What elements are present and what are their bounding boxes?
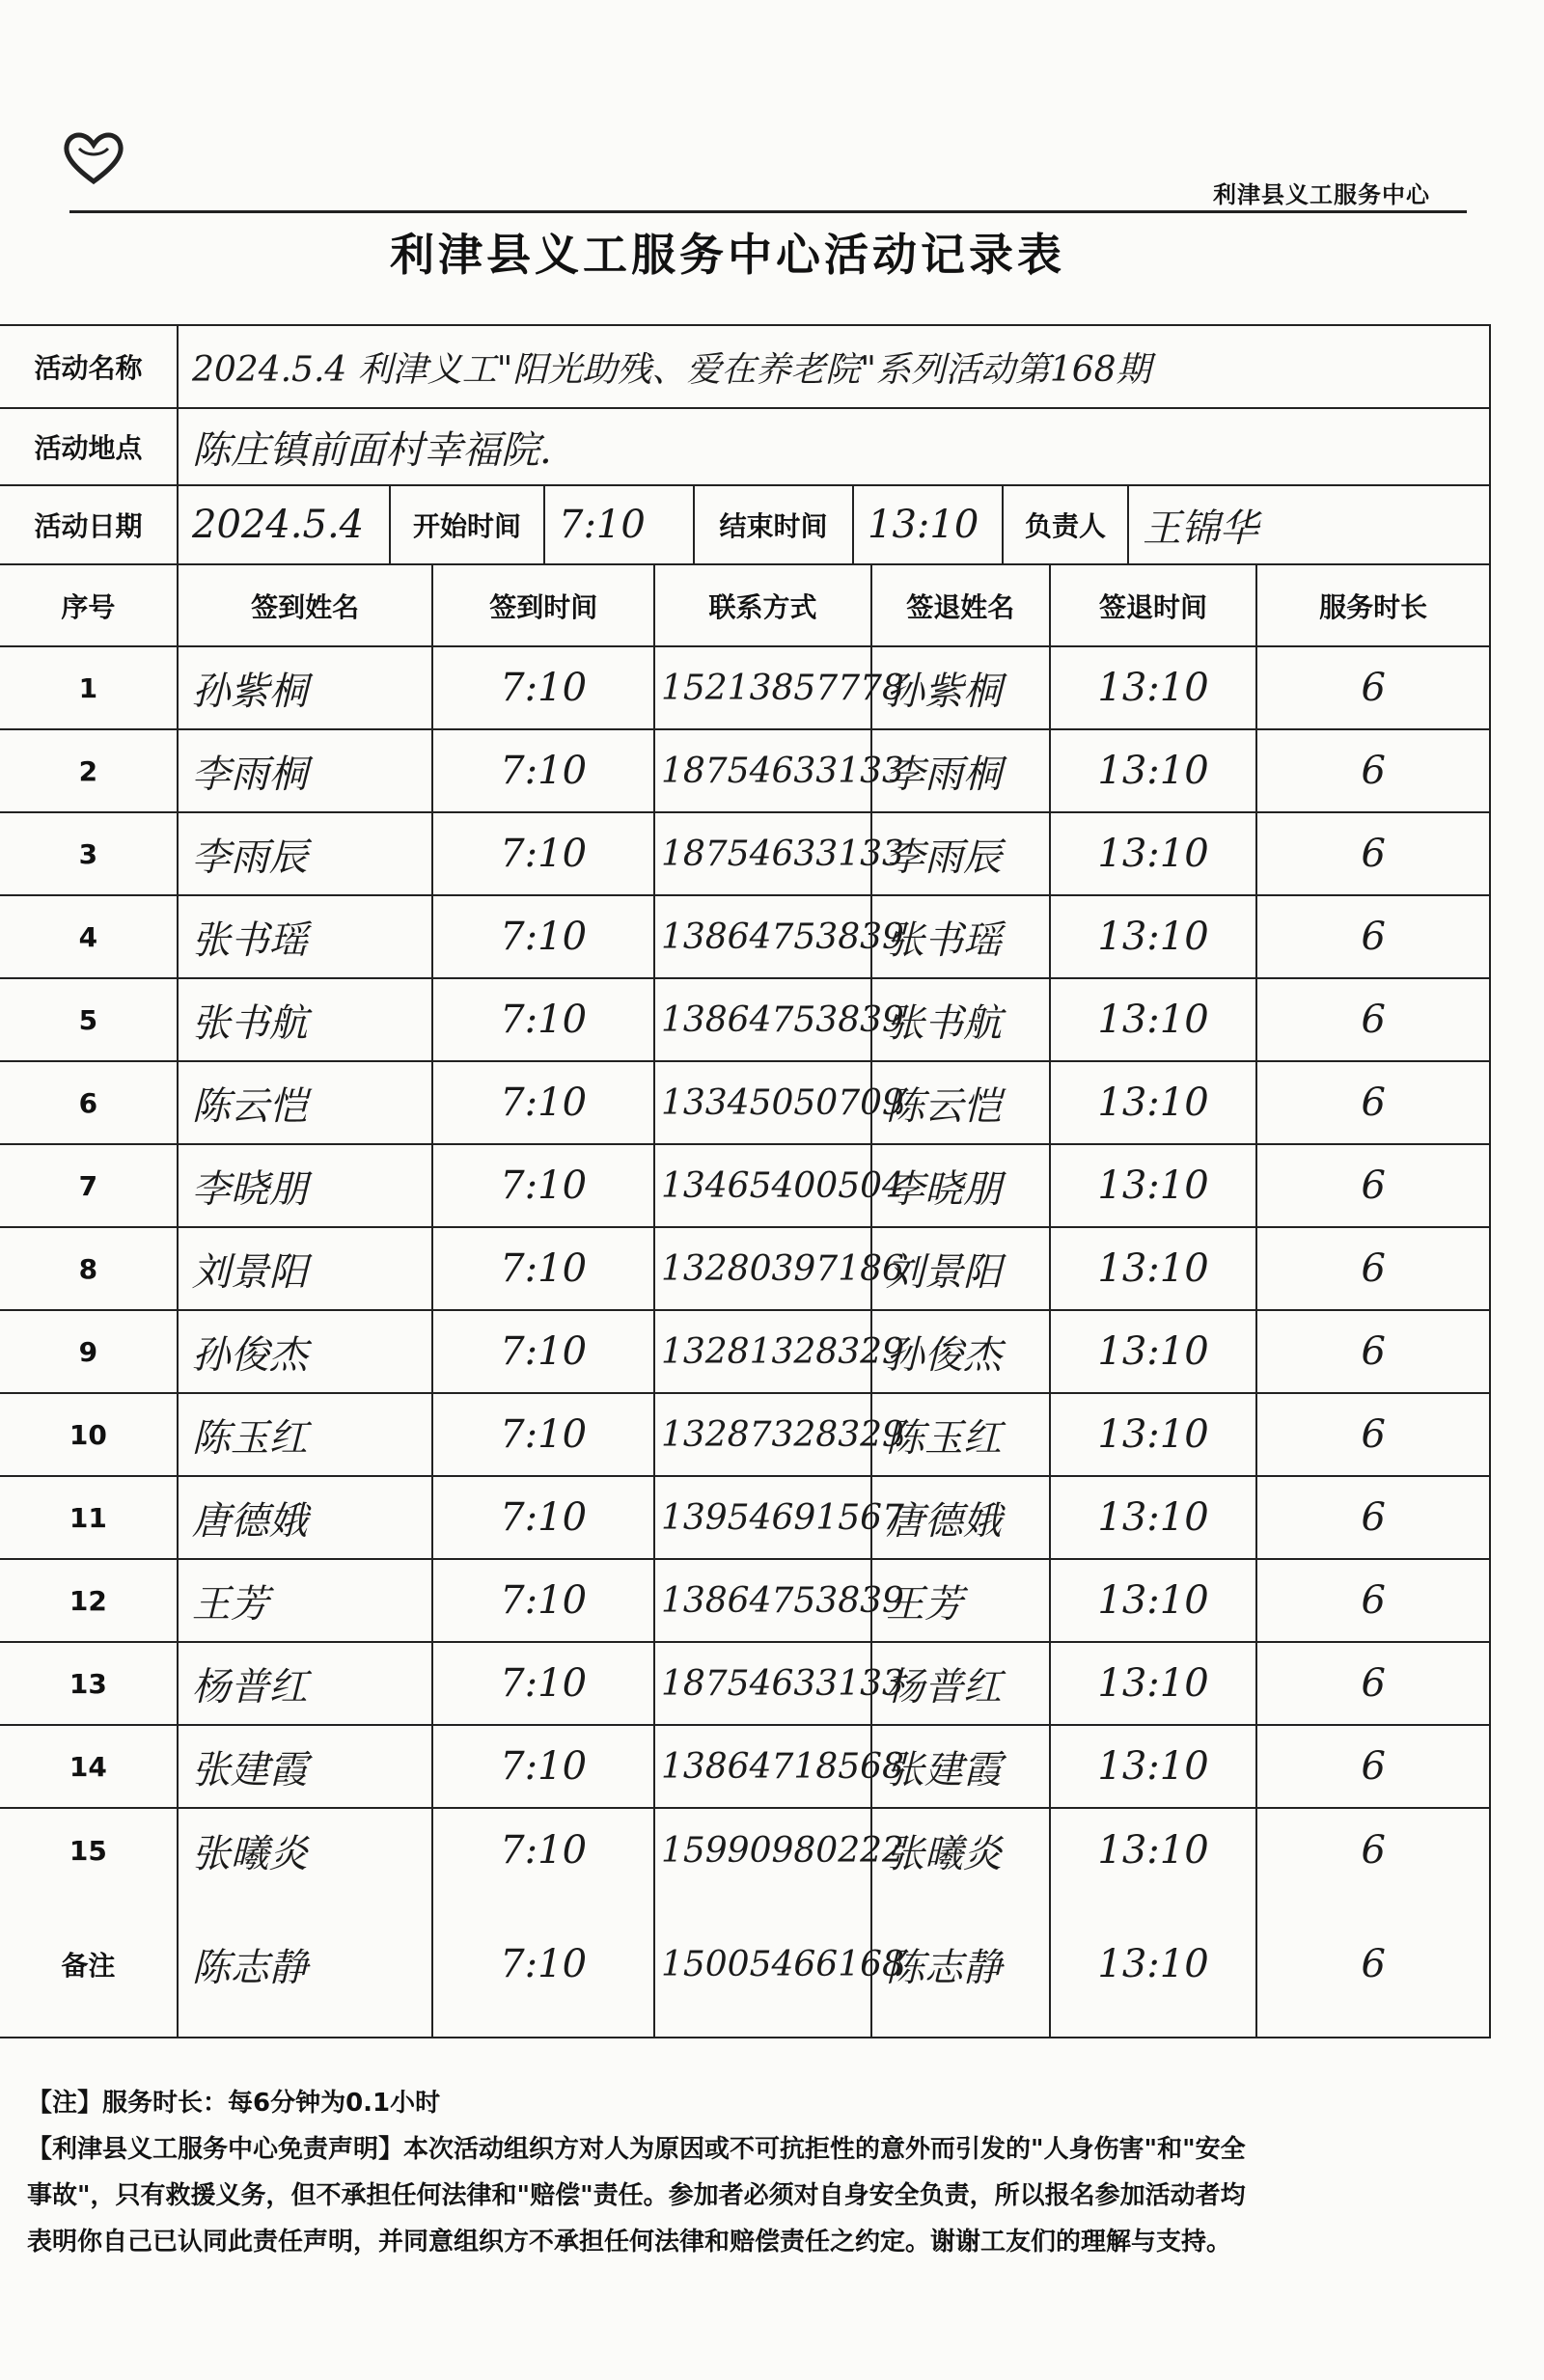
table-body (0, 647, 1489, 1892)
row-signin-name[interactable]: 孙紫桐 (179, 647, 434, 728)
header-rule (69, 210, 1467, 213)
service-hours-note: 【注】服务时长：每6分钟为0.1小时 (27, 2089, 441, 2118)
heart-logo-icon (60, 123, 127, 191)
row-index: 1 (0, 647, 179, 728)
row-signout-time[interactable]: 13:10 (1051, 979, 1258, 1060)
activity-name-value[interactable]: 2024.5.4 利津义工"阳光助残、爱在养老院"系列活动第168期 (192, 349, 1151, 390)
row-service-hours[interactable]: 6 (1361, 1828, 1386, 1873)
row-signout-name[interactable]: 陈玉红 (872, 1394, 1051, 1475)
table-row (0, 1394, 1489, 1477)
row-signout-time[interactable]: 13:10 (1051, 730, 1258, 811)
row-signout-time[interactable]: 13:10 (1051, 1394, 1258, 1475)
table-header-row (0, 565, 1489, 647)
row-signin-name[interactable]: 张书瑶 (179, 896, 434, 977)
row-signout-name[interactable]: 杨普红 (872, 1643, 1051, 1724)
disclaimer-line-3: 表明你自己已认同此责任声明，并同意组织方不承担任何法律和赔偿责任之约定。谢谢工友们的理解与支持。 (27, 2228, 1232, 2257)
row-service-hours[interactable]: 6 (1361, 1744, 1386, 1789)
row-index: 6 (0, 1062, 179, 1143)
row-signin-name[interactable]: 孙俊杰 (179, 1311, 434, 1392)
activity-date-row (0, 486, 1489, 565)
row-service-hours[interactable]: 6 (1361, 1329, 1386, 1374)
row-contact[interactable]: 13864753839 (655, 896, 872, 977)
row-signout-time[interactable]: 13:10 (1051, 1726, 1258, 1807)
table-row (0, 730, 1489, 813)
table-row (0, 1062, 1489, 1145)
disclaimer-line-1: 【利津县义工服务中心免责声明】本次活动组织方对人为原因或不可抗拒性的意外而引发的"人身伤害"和"安全 (27, 2135, 1246, 2164)
row-index: 9 (0, 1311, 179, 1392)
table-row (0, 1560, 1489, 1643)
row-signout-time[interactable]: 13:10 (1051, 1560, 1258, 1641)
remark-row (0, 1892, 1489, 2037)
row-signin-time[interactable]: 7:10 (433, 896, 655, 977)
row-signin-name[interactable]: 张建霞 (179, 1726, 434, 1807)
row-signin-name[interactable]: 陈云恺 (179, 1062, 434, 1143)
col-header-signout-name: 签退姓名 (872, 565, 1051, 645)
row-signin-time[interactable]: 7:10 (433, 1228, 655, 1309)
row-signin-time[interactable]: 7:10 (433, 1145, 655, 1226)
table-row (0, 1477, 1489, 1560)
row-contact[interactable]: 18754633133 (655, 813, 872, 894)
row-contact[interactable]: 13864753839 (655, 979, 872, 1060)
row-contact[interactable]: 13281328329 (655, 1311, 872, 1392)
row-signin-name[interactable]: 李雨辰 (179, 813, 434, 894)
remark-service-hours[interactable]: 6 (1361, 1942, 1386, 1986)
row-contact[interactable]: 13280397186 (655, 1228, 872, 1309)
row-signout-name[interactable]: 王芳 (872, 1560, 1051, 1641)
remark-label: 备注 (0, 1892, 179, 2037)
row-index: 5 (0, 979, 179, 1060)
row-contact[interactable]: 18754633133 (655, 730, 872, 811)
row-signout-name[interactable]: 李雨辰 (872, 813, 1051, 894)
row-signin-time[interactable]: 7:10 (433, 1477, 655, 1558)
row-contact[interactable]: 13287328329 (655, 1394, 872, 1475)
row-contact[interactable]: 13864753839 (655, 1560, 872, 1641)
activity-place-value[interactable]: 陈庄镇前面村幸福院. (192, 427, 552, 473)
leader-value[interactable]: 王锦华 (1143, 506, 1258, 551)
row-service-hours[interactable]: 6 (1361, 1246, 1386, 1291)
col-header-index: 序号 (0, 565, 179, 645)
col-header-service-hours: 服务时长 (1319, 590, 1428, 623)
table-row (0, 647, 1489, 730)
row-signin-name[interactable]: 王芳 (179, 1560, 434, 1641)
row-signin-time[interactable]: 7:10 (433, 1643, 655, 1724)
activity-place-row (0, 409, 1489, 486)
col-header-contact: 联系方式 (655, 565, 872, 645)
row-signout-name[interactable]: 刘景阳 (872, 1228, 1051, 1309)
activity-date-value[interactable]: 2024.5.4 (179, 486, 391, 563)
row-index: 3 (0, 813, 179, 894)
row-signin-name[interactable]: 李雨桐 (179, 730, 434, 811)
activity-place-label: 活动地点 (0, 409, 179, 484)
remark-signout-name[interactable]: 陈志静 (872, 1892, 1051, 2037)
row-index: 13 (0, 1643, 179, 1724)
remark-contact[interactable]: 15005466168 (655, 1892, 872, 2037)
start-time-label: 开始时间 (391, 486, 545, 563)
row-signin-time[interactable]: 7:10 (433, 1809, 655, 1892)
row-contact[interactable]: 13864718568 (655, 1726, 872, 1807)
row-service-hours[interactable]: 6 (1361, 832, 1386, 876)
row-service-hours[interactable]: 6 (1361, 1578, 1386, 1623)
row-signout-time[interactable]: 13:10 (1051, 896, 1258, 977)
table-row (0, 1643, 1489, 1726)
row-signout-time[interactable]: 13:10 (1051, 647, 1258, 728)
row-index: 11 (0, 1477, 179, 1558)
row-signout-name[interactable]: 孙紫桐 (872, 647, 1051, 728)
row-index: 15 (0, 1809, 179, 1892)
table-row (0, 1809, 1489, 1892)
col-header-signin-name: 签到姓名 (179, 565, 434, 645)
end-time-value[interactable]: 13:10 (854, 486, 1004, 563)
row-contact[interactable]: 18754633133 (655, 1643, 872, 1724)
table-row (0, 979, 1489, 1062)
row-signout-time[interactable]: 13:10 (1051, 1311, 1258, 1392)
row-service-hours[interactable]: 6 (1361, 915, 1386, 959)
row-signout-time[interactable]: 13:10 (1051, 1809, 1258, 1892)
row-signin-name[interactable]: 杨普红 (179, 1643, 434, 1724)
row-signin-time[interactable]: 7:10 (433, 1560, 655, 1641)
table-row (0, 1228, 1489, 1311)
row-signin-time[interactable]: 7:10 (433, 813, 655, 894)
row-signout-name[interactable]: 唐德娥 (872, 1477, 1051, 1558)
row-service-hours[interactable]: 6 (1361, 1163, 1386, 1208)
table-row (0, 1311, 1489, 1394)
row-signout-time[interactable]: 13:10 (1051, 1228, 1258, 1309)
end-time-label: 结束时间 (695, 486, 854, 563)
row-signin-name[interactable]: 张曦炎 (179, 1809, 434, 1892)
row-signout-time[interactable]: 13:10 (1051, 1643, 1258, 1724)
table-row (0, 1145, 1489, 1228)
row-signin-name[interactable]: 张书航 (179, 979, 434, 1060)
row-index: 7 (0, 1145, 179, 1226)
row-index: 14 (0, 1726, 179, 1807)
row-index: 2 (0, 730, 179, 811)
row-contact[interactable]: 15213857778 (655, 647, 872, 728)
row-contact[interactable]: 13465400504 (655, 1145, 872, 1226)
row-signin-time[interactable]: 7:10 (433, 1394, 655, 1475)
row-signin-name[interactable]: 陈玉红 (179, 1394, 434, 1475)
col-header-signin-time: 签到时间 (433, 565, 655, 645)
remark-signin-name[interactable]: 陈志静 (179, 1892, 434, 2037)
row-signin-time[interactable]: 7:10 (433, 1726, 655, 1807)
remark-signout-time[interactable]: 13:10 (1051, 1892, 1258, 2037)
row-contact[interactable]: 15990980222 (655, 1809, 872, 1892)
row-signin-name[interactable]: 唐德娥 (179, 1477, 434, 1558)
row-service-hours[interactable]: 6 (1361, 1495, 1386, 1540)
row-contact[interactable]: 13954691567 (655, 1477, 872, 1558)
remark-signin-time[interactable]: 7:10 (433, 1892, 655, 2037)
row-service-hours[interactable]: 6 (1361, 1081, 1386, 1125)
row-signout-time[interactable]: 13:10 (1051, 813, 1258, 894)
page-title: 利津县义工服务中心活动记录表 (390, 229, 1065, 281)
row-signout-name[interactable]: 张曦炎 (872, 1809, 1051, 1892)
row-service-hours[interactable]: 6 (1361, 1661, 1386, 1706)
row-contact[interactable]: 13345050709 (655, 1062, 872, 1143)
activity-record-form (0, 324, 1491, 2038)
row-signin-time[interactable]: 7:10 (433, 1311, 655, 1392)
leader-label: 负责人 (1004, 486, 1129, 563)
row-signout-name[interactable]: 陈云恺 (872, 1062, 1051, 1143)
col-header-signout-time: 签退时间 (1051, 565, 1258, 645)
row-signout-name[interactable]: 孙俊杰 (872, 1311, 1051, 1392)
row-signout-time[interactable]: 13:10 (1051, 1145, 1258, 1226)
row-signin-name[interactable]: 刘景阳 (179, 1228, 434, 1309)
table-row (0, 813, 1489, 896)
header-organization: 利津县义工服务中心 (1213, 181, 1430, 208)
disclaimer-line-2: 事故"，只有救援义务，但不承担任何法律和"赔偿"责任。参加者必须对自身安全负责，所以报名参加活动者均 (27, 2181, 1246, 2210)
row-service-hours[interactable]: 6 (1361, 666, 1386, 710)
row-signout-name[interactable]: 张建霞 (872, 1726, 1051, 1807)
start-time-value[interactable]: 7:10 (545, 486, 695, 563)
row-index: 8 (0, 1228, 179, 1309)
activity-name-row (0, 326, 1489, 409)
row-signin-time[interactable]: 7:10 (433, 979, 655, 1060)
row-signout-name[interactable]: 张书瑶 (872, 896, 1051, 977)
row-index: 4 (0, 896, 179, 977)
row-signout-time[interactable]: 13:10 (1051, 1477, 1258, 1558)
row-index: 12 (0, 1560, 179, 1641)
row-signin-time[interactable]: 7:10 (433, 647, 655, 728)
row-service-hours[interactable]: 6 (1361, 1412, 1386, 1457)
row-signout-name[interactable]: 李雨桐 (872, 730, 1051, 811)
row-signout-name[interactable]: 张书航 (872, 979, 1051, 1060)
table-row (0, 1726, 1489, 1809)
row-signin-time[interactable]: 7:10 (433, 1062, 655, 1143)
activity-date-label: 活动日期 (0, 486, 179, 563)
row-service-hours[interactable]: 6 (1361, 998, 1386, 1042)
row-index: 10 (0, 1394, 179, 1475)
row-signin-time[interactable]: 7:10 (433, 730, 655, 811)
row-service-hours[interactable]: 6 (1361, 749, 1386, 793)
row-signout-time[interactable]: 13:10 (1051, 1062, 1258, 1143)
activity-name-label: 活动名称 (0, 326, 179, 407)
row-signout-name[interactable]: 李晓朋 (872, 1145, 1051, 1226)
table-row (0, 896, 1489, 979)
row-signin-name[interactable]: 李晓朋 (179, 1145, 434, 1226)
